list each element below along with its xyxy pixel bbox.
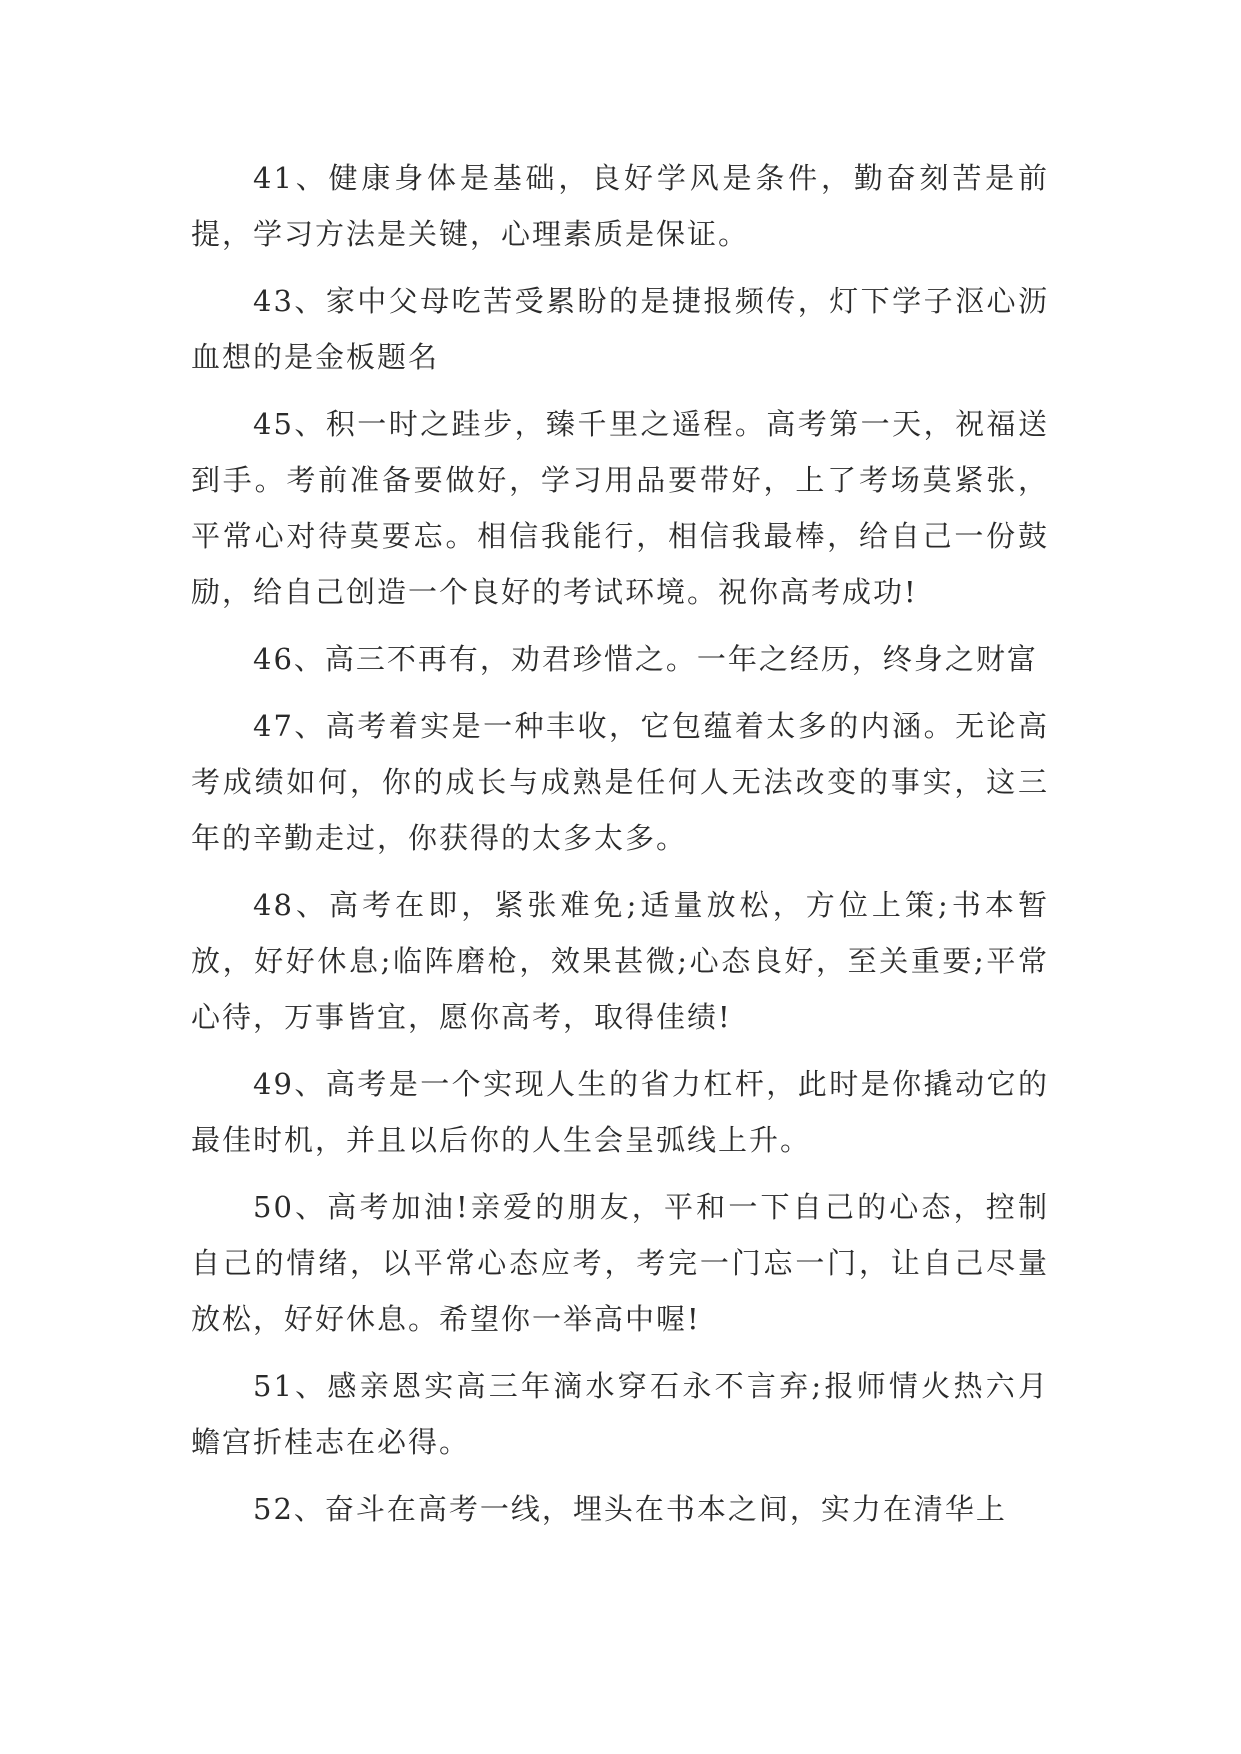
paragraph-48: 48、高考在即，紧张难免;适量放松，方位上策;书本暂放，好好休息;临阵磨枪，效果甚微;心态良好，至关重要;平常心待，万事皆宜，愿你高考，取得佳绩! (191, 888, 1049, 1034)
paragraph-52: 52、奋斗在高考一线，埋头在书本之间，实力在清华上 (253, 1492, 1007, 1526)
paragraph-46: 46、高三不再有，劝君珍惜之。一年之经历，终身之财富 (253, 642, 1038, 676)
paragraph-43: 43、家中父母吃苦受累盼的是捷报频传，灯下学子沤心沥血想的是金板题名 (191, 284, 1049, 374)
paragraph-51: 51、感亲恩实高三年滴水穿石永不言弃;报师情火热六月蟾宫折桂志在必得。 (191, 1369, 1049, 1459)
paragraph-45: 45、积一时之跬步，臻千里之遥程。高考第一天，祝福送到手。考前准备要做好，学习用品要带好，上了考场莫紧张，平常心对待莫要忘。相信我能行，相信我最棒，给自己一份鼓励，给自己创造一个良好的考试环境。祝你高考成功! (191, 407, 1049, 609)
paragraph-49: 49、高考是一个实现人生的省力杠杆，此时是你撬动它的最佳时机，并且以后你的人生会呈弧线上升。 (191, 1067, 1049, 1157)
document-body (191, 150, 1049, 1548)
paragraph-50: 50、高考加油!亲爱的朋友，平和一下自己的心态，控制自己的情绪，以平常心态应考，考完一门忘一门，让自己尽量放松，好好休息。希望你一举高中喔! (191, 1190, 1049, 1336)
paragraph-41: 41、健康身体是基础，良好学风是条件，勤奋刻苦是前提，学习方法是关键，心理素质是保证。 (191, 161, 1049, 251)
paragraph-47: 47、高考着实是一种丰收，它包蕴着太多的内涵。无论高考成绩如何，你的成长与成熟是任何人无法改变的事实，这三年的辛勤走过，你获得的太多太多。 (191, 709, 1049, 855)
